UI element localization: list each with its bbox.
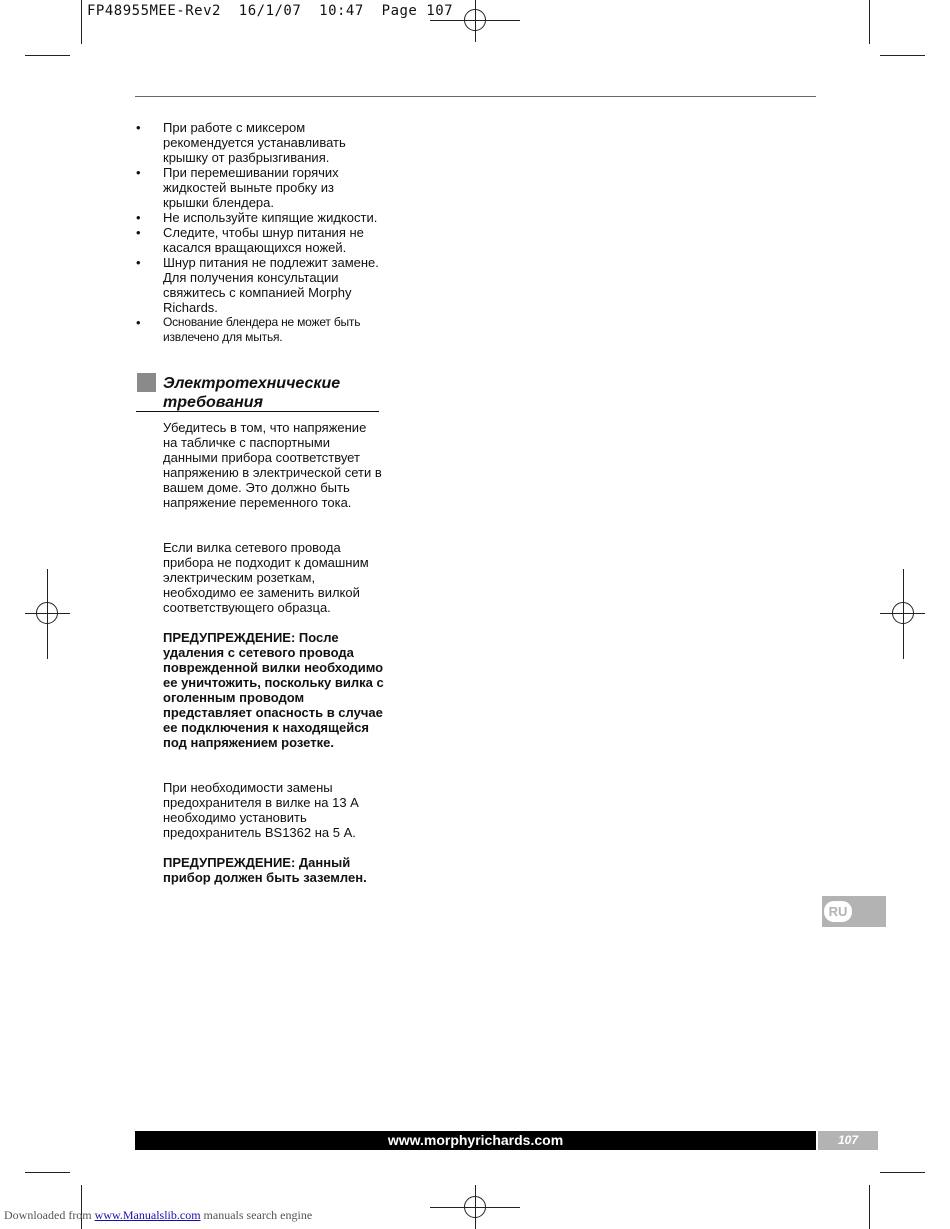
language-badge: RU (824, 901, 852, 922)
registration-circle-icon (892, 602, 914, 624)
registration-circle-icon (36, 602, 58, 624)
section-heading (136, 373, 379, 412)
crop-mark (880, 1172, 925, 1173)
crop-mark (25, 55, 70, 56)
page-number: 107 (837, 1133, 859, 1147)
download-suffix: manuals search engine (200, 1208, 313, 1222)
footer-bar (135, 1131, 816, 1150)
crop-mark (869, 1185, 870, 1229)
list-item: • Не используйте кипящие жидкости. (136, 210, 380, 225)
list-item: • Следите, чтобы шнур питания не касался вращающихся ножей. (136, 225, 380, 255)
registration-circle-icon (464, 1196, 486, 1218)
section-marker-square (137, 373, 156, 392)
top-rule (135, 96, 816, 97)
list-item: • При работе с миксером рекомендуется устанавливать крышку от разбрызгивания. (136, 120, 380, 165)
list-item: • Основание блендера не может быть извлечено для мытья. (136, 315, 380, 345)
paragraph-warning-plug: ПРЕДУПРЕЖДЕНИЕ: После удаления с сетевого провода поврежденной вилки необходимо ее уничтожить, поскольку вилка с оголенным проводом представляет опасность в случае ее подключения к находящейся под напряжением розетке. (163, 630, 384, 750)
crop-mark (25, 1172, 70, 1173)
paragraph-fuse: При необходимости замены предохранителя в вилке на 13 А необходимо установить предохранитель BS1362 на 5 А. (163, 780, 359, 840)
footer-url: www.morphyrichards.com (387, 1132, 564, 1148)
download-note (4, 1208, 312, 1223)
print-slug: FP48955MEE-Rev2 16/1/07 10:47 Page 107 (87, 3, 454, 19)
paragraph-voltage: Убедитесь в том, что напряжение на табличке с паспортными данными прибора соответствует напряжению в электрической сети в вашем доме. Это должно быть напряжение переменного тока. (163, 420, 382, 510)
crop-mark (81, 0, 82, 44)
list-item: • При перемешивании горячих жидкостей выньте пробку из крышки блендера. (136, 165, 380, 210)
page-number-box (818, 1131, 878, 1150)
paragraph-warning-earth: ПРЕДУПРЕЖДЕНИЕ: Данный прибор должен быть заземлен. (163, 855, 367, 885)
download-prefix: Downloaded from (4, 1208, 95, 1222)
registration-circle-icon (464, 9, 486, 31)
manualslib-link[interactable]: www.Manualslib.com (94, 1208, 201, 1222)
crop-mark (869, 0, 870, 44)
section-title: Электротехнические требования (163, 375, 341, 411)
crop-mark (880, 55, 925, 56)
list-item: • Шнур питания не подлежит замене. Для получения консультации свяжитесь с компанией Morphy Richards. (136, 255, 380, 315)
safety-bullet-list (136, 120, 380, 345)
paragraph-plug: Если вилка сетевого провода прибора не подходит к домашним электрическим розеткам, необходимо ее заменить вилкой соответствующего образца. (163, 540, 369, 615)
language-tab (822, 896, 886, 927)
